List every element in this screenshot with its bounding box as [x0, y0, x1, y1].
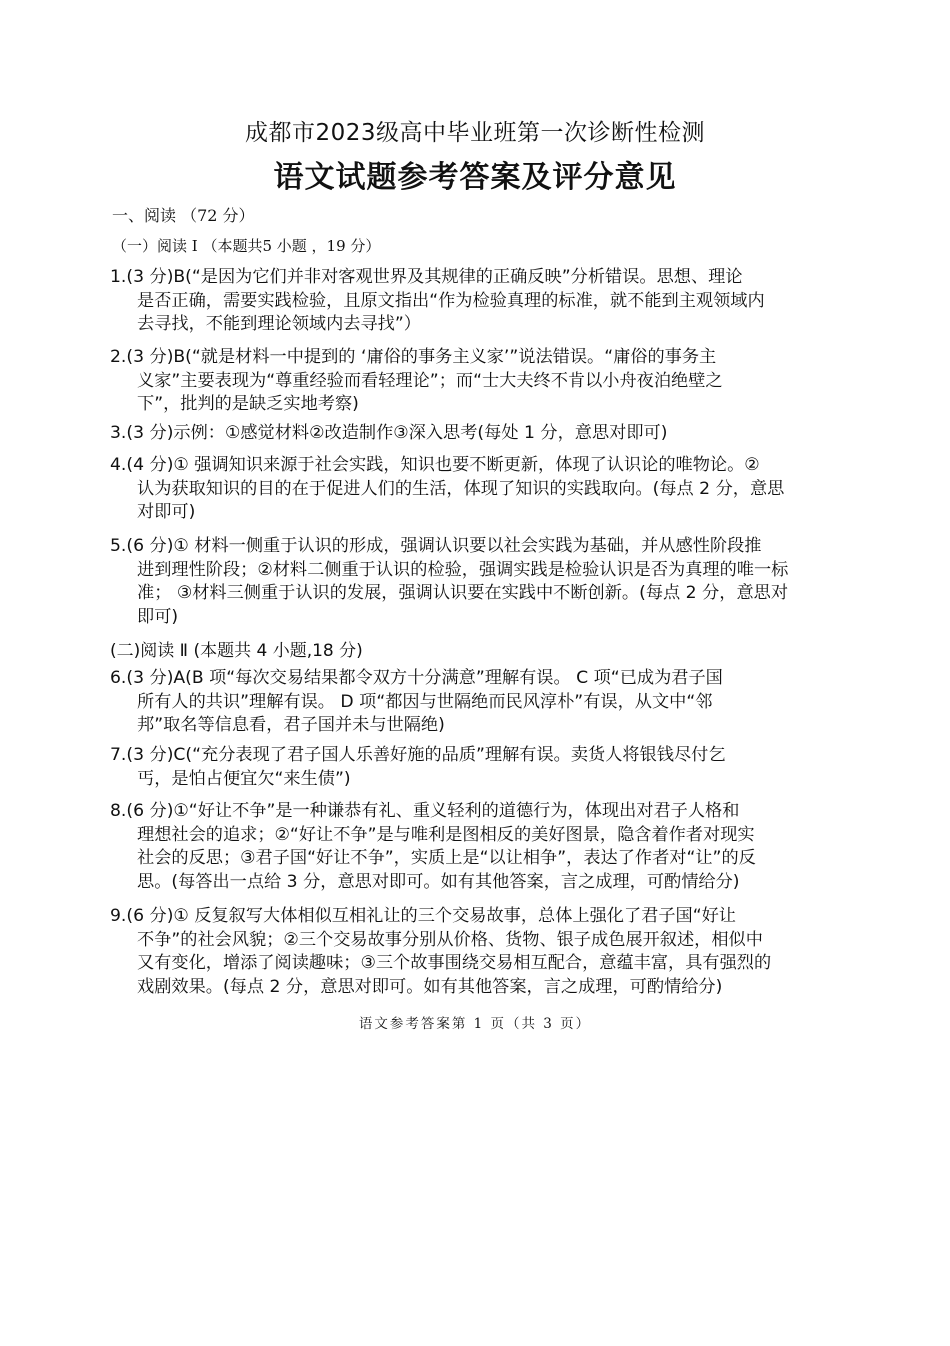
page-footer: 语文参考答案第 1 页（共 3 页）: [358, 1016, 592, 1032]
answer-line: 9.(6 分)① 反复叙写大体相似互相礼让的三个交易故事，总体上强化了君子国“好让: [110, 906, 736, 926]
answer-line: 1.(3 分)B(“是因为它们并非对客观世界及其规律的正确反映”分析错误。思想、理论: [110, 267, 743, 287]
answer-line: 进到理性阶段；②材料二侧重于认识的检验，强调实践是检验认识是否为真理的唯一标: [137, 559, 789, 580]
answer-line: 对即可): [137, 502, 196, 522]
subsection-heading-reading-1: （一）阅读 Ⅰ （本题共5 小题 ，19 分）: [112, 237, 381, 255]
answer-item-8: [110, 800, 840, 894]
answer-line: 所有人的共识”理解有误。 D 项“都因与世隔绝而民风淳朴”有误，从文中“邻: [137, 691, 713, 712]
answer-line: 思。(每答出一点给 3 分，意思对即可。如有其他答案，言之成理，可酌情给分): [137, 871, 740, 892]
answer-line: 不争”的社会风貌；②三个交易故事分别从价格、货物、银子成色展开叙述，相似中: [137, 929, 763, 950]
subsection-heading-reading-2: (二)阅读 Ⅱ (本题共 4 小题,18 分): [110, 641, 363, 661]
answer-line: 去寻找，不能到理论领域内去寻找”）: [137, 314, 421, 334]
answer-item-9: [110, 905, 840, 999]
answer-line: 即可): [137, 606, 179, 627]
document-title: 语文试题参考答案及评分意见: [273, 160, 677, 195]
answer-item-2: [110, 346, 840, 417]
answer-line: 8.(6 分)①“好让不争”是一种谦恭有礼、重义轻利的道德行为，体现出对君子人格和: [110, 801, 740, 821]
answer-line: 4.(4 分)① 强调知识来源于社会实践，知识也要不断更新，体现了认识论的唯物论。②: [110, 455, 760, 475]
answer-line: 理想社会的追求；②“好让不争”是与唯利是图相反的美好图景，隐含着作者对现实: [137, 824, 755, 845]
answer-item-6: [110, 667, 840, 738]
answer-line: 5.(6 分)① 材料一侧重于认识的形成，强调认识要以社会实践为基础，并从感性阶段推: [110, 536, 762, 556]
answer-line: 6.(3 分)A(B 项“每次交易结果都令双方十分满意”理解有误。 C 项“已成为君子国: [110, 668, 723, 688]
answer-line: 是否正确，需要实践检验，且原文指出“作为检验真理的标准，就不能到主观领域内: [137, 290, 765, 311]
answer-item-3: [110, 422, 840, 446]
answer-item-5: [110, 535, 840, 629]
answer-line: 认为获取知识的目的在于促进人们的生活，体现了知识的实践取向。(每点 2 分，意思: [137, 478, 785, 499]
answer-line: 邦”取名等信息看，君子国并未与世隔绝): [137, 715, 445, 735]
answer-line: 3.(3 分)示例：①感觉材料②改造制作③深入思考(每处 1 分，意思对即可): [110, 423, 668, 443]
answer-line: 2.(3 分)B(“就是材料一中提到的 ‘庸俗的事务主义家’”说法错误。“庸俗的事务主: [110, 347, 717, 367]
section-heading-reading: 一、阅读 （72 分）: [112, 206, 255, 225]
answer-item-7: [110, 744, 840, 791]
answer-line: 戏剧效果。(每点 2 分，意思对即可。如有其他答案，言之成理，可酌情给分): [137, 976, 723, 997]
answer-line: 社会的反思；③君子国“好让不争”，实质上是“以让相争”，表达了作者对“让”的反: [137, 848, 756, 868]
answer-line: 义家”主要表现为“尊重经验而看轻理论”；而“士大夫终不肯以小舟夜泊绝壁之: [137, 370, 723, 391]
answer-line: 7.(3 分)C(“充分表现了君子国人乐善好施的品质”理解有误。卖货人将银钱尽付乞: [110, 745, 726, 765]
answer-line: 准； ③材料三侧重于认识的发展，强调认识要在实践中不断创新。(每点 2 分，意思对: [137, 583, 789, 603]
exam-title: 成都市2023级高中毕业班第一次诊断性检测: [244, 120, 706, 146]
answer-line: 又有变化，增添了阅读趣味；③三个故事围绕交易相互配合，意蕴丰富，具有强烈的: [137, 953, 772, 973]
answer-item-1: [110, 266, 840, 337]
answer-line: 丐，是怕占便宜欠“来生债”): [137, 768, 351, 789]
answer-line: 下”，批判的是缺乏实地考察): [137, 394, 359, 414]
answer-item-4: [110, 454, 840, 525]
